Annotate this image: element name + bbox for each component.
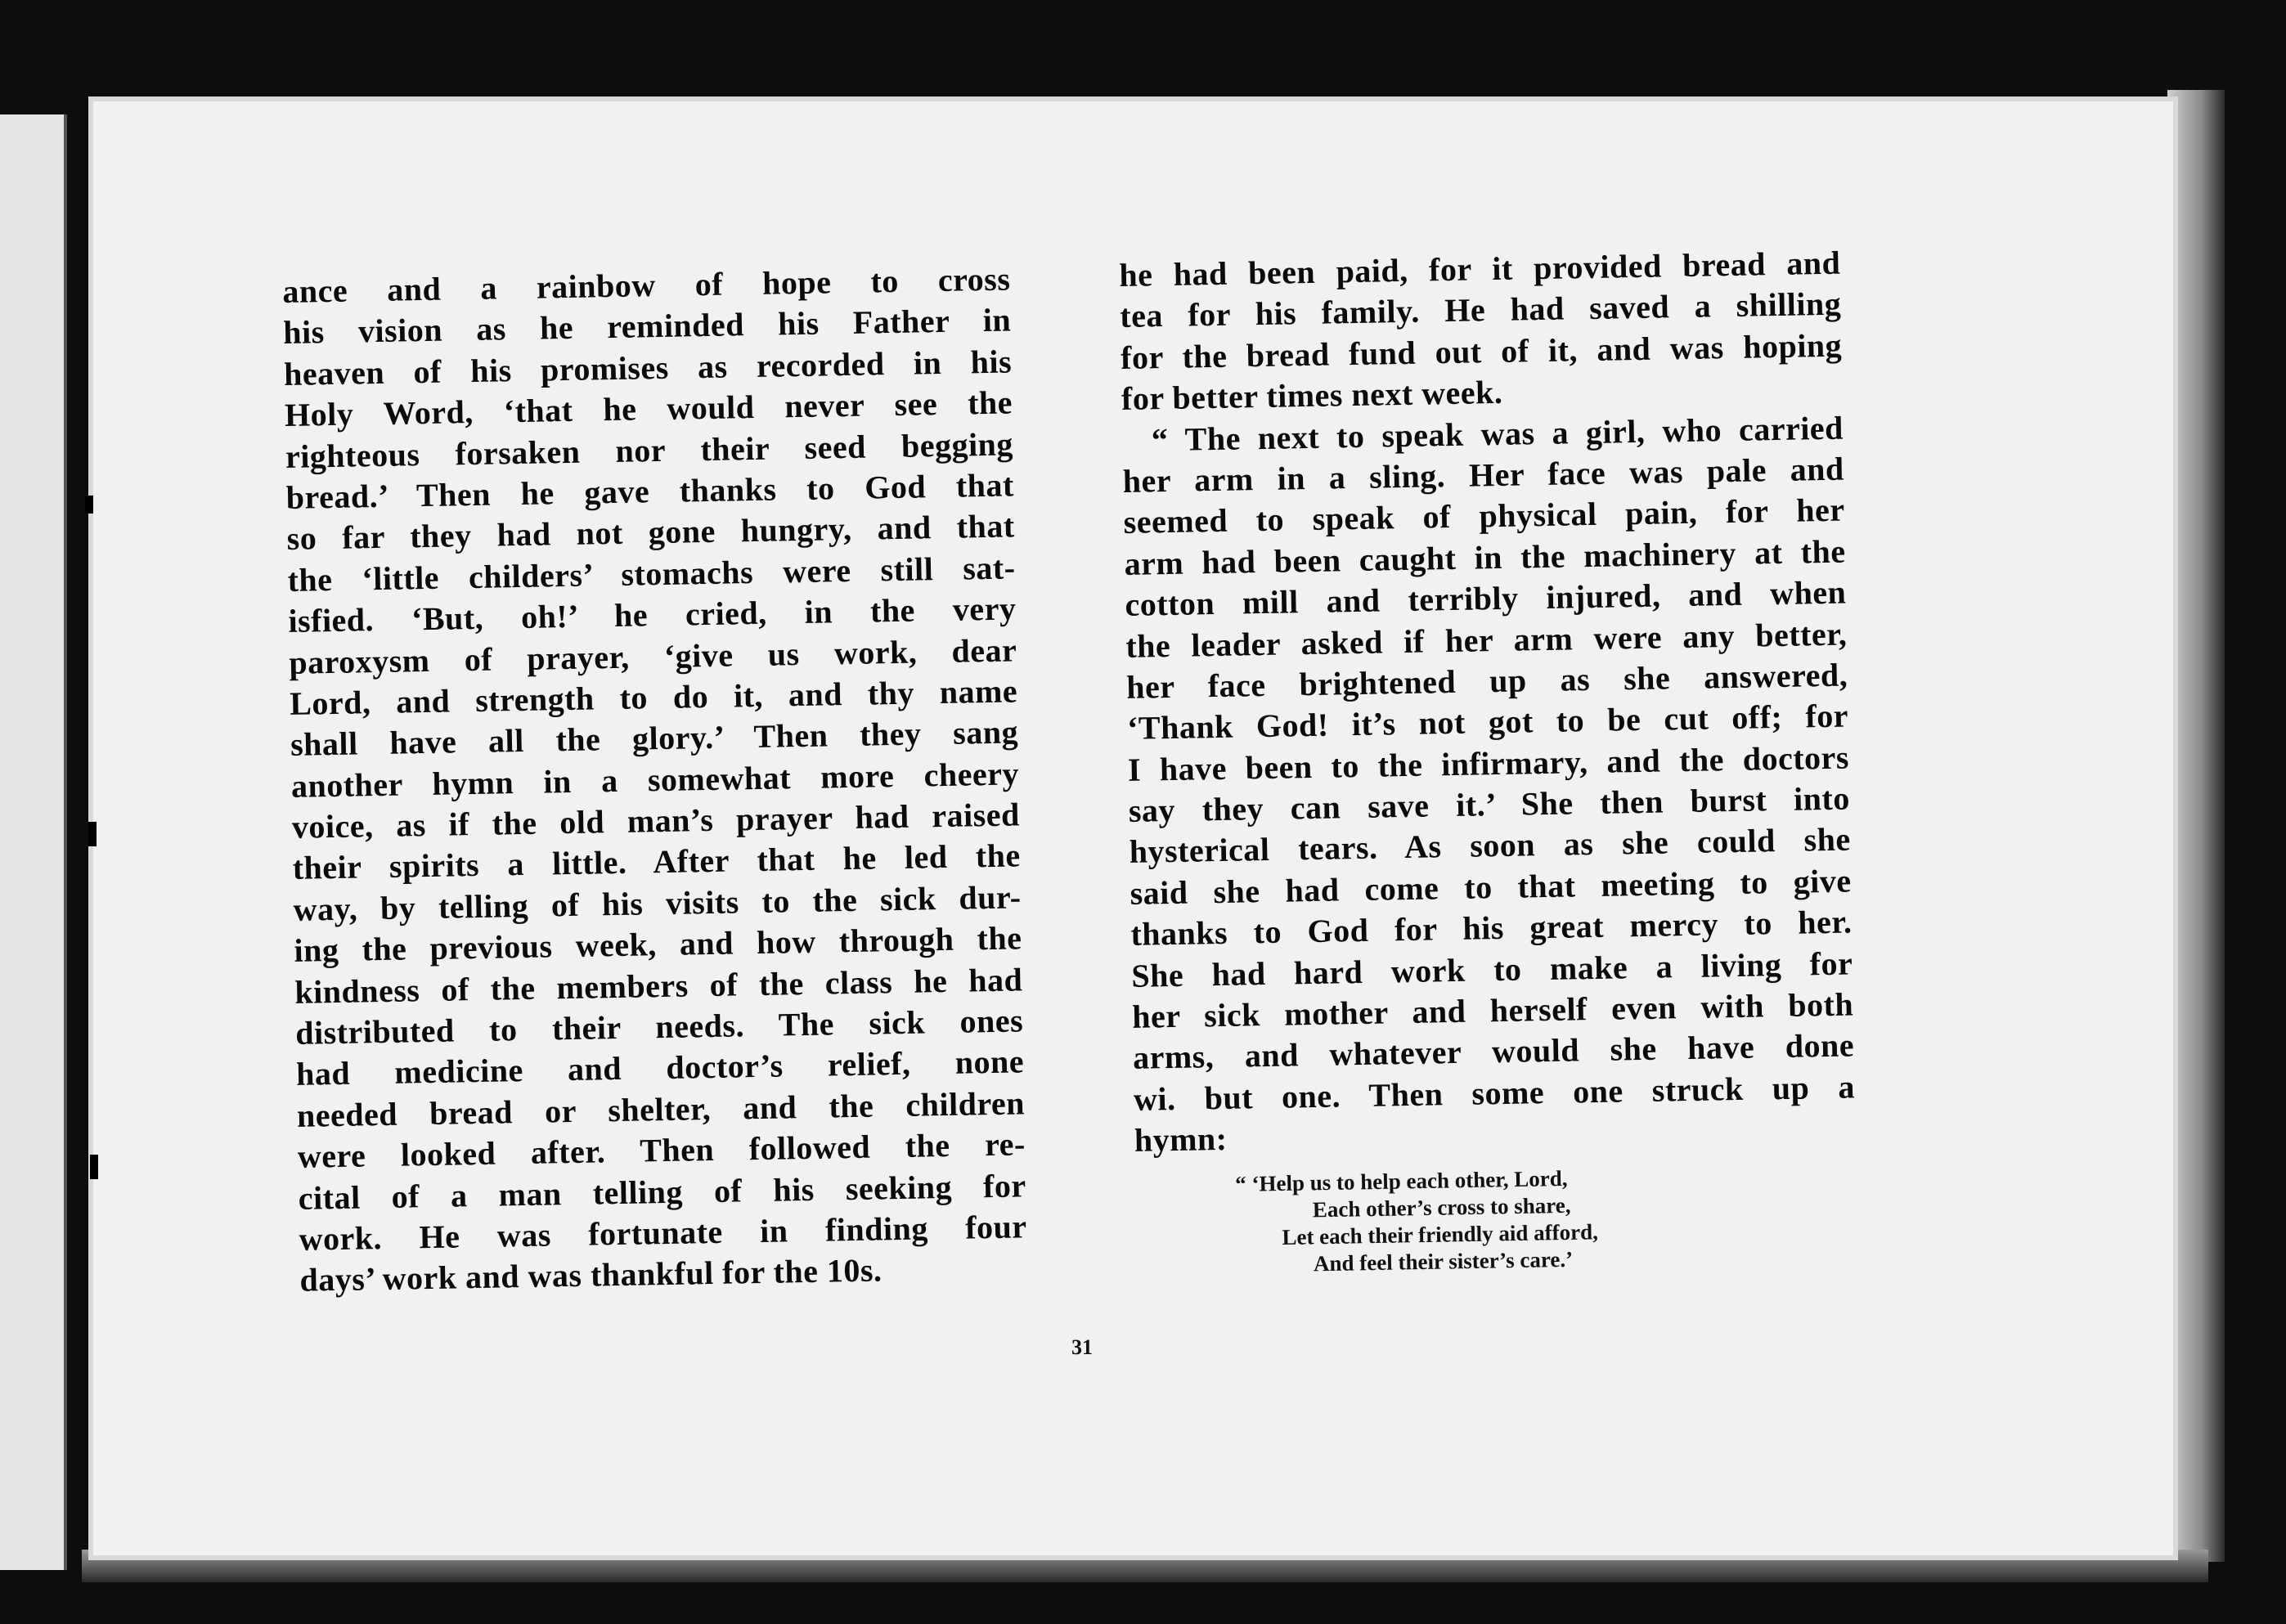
text-line: She had hard work to make a living for [1130,944,1853,994]
text-line: his vision as he reminded his Father in [282,301,1012,352]
text-line: so far they had not gone hungry, and that [286,507,1015,558]
text-line: the ‘little childers’ stomachs were still sat- [287,549,1016,599]
text-line: cotton mill and terribly injured, and when [1125,573,1847,624]
text-line: the leader asked if her arm were any better, [1125,615,1848,665]
text-line: Holy Word, ‘that he would never see the [284,384,1013,434]
text-line: had medicine and doctor’s relief, none [295,1043,1025,1093]
text-line: kindness of the members of the class he had [294,960,1023,1011]
verse-line: And feel their sister’s care.’ [1313,1246,1574,1276]
text-line: another hymn in a somewhat more cheery [290,755,1020,805]
text-line: thanks to God for his great mercy to her. [1130,903,1853,953]
text-line: paroxysm of prayer, ‘give us work, dear [288,630,1017,681]
text-line: I have been to the infirmary, and the doctors [1127,738,1850,788]
text-line: said she had come to that meeting to give [1130,862,1852,912]
text-line: seemed to speak of physical pain, for her [1123,491,1845,541]
text-line: arms, and whatever would she have done [1132,1026,1855,1077]
text-line: arm had been caught in the machinery at the [1124,532,1846,582]
text-line: bread.’ Then he gave thanks to God that [285,466,1015,516]
text-line: he had been paid, for it provided bread and [1119,244,1841,294]
verse-line: Each other’s cross to share, [1312,1192,1571,1222]
text-line: their spirits a little. After that he led the [292,837,1021,887]
text-line: tea for his family. He had saved a shilling [1119,285,1842,335]
text-line: ‘Thank God! it’s not got to be cut off; for [1126,697,1849,747]
verse-line: Let each their friendly aid afford, [1282,1219,1599,1250]
text-line: ance and a rainbow of hope to cross [282,260,1011,310]
text-line: voice, as if the old man’s prayer had raised [291,796,1021,846]
text-line: for the bread fund out of it, and was hoping [1120,326,1843,376]
left-text-column [282,258,1028,1301]
text-line: hymn: [1134,1120,1228,1160]
text-line: were looked after. Then followed the re- [297,1125,1026,1176]
right-text-column [1119,243,1856,1162]
text-line: cital of a man telling of his seeking for [298,1166,1027,1217]
binding-mark [88,822,97,846]
hymn-verse [1235,1163,1727,1279]
text-line: her arm in a sling. Her face was pale and [1122,450,1845,500]
page-number: 31 [1071,1335,1093,1359]
text-line: her sick mother and herself even with both [1131,985,1854,1035]
text-line: righteous forsaken nor their seed begging [285,424,1014,475]
text-line: shall have all the glory.’ Then they sang [290,713,1019,764]
text-line: way, by telling of his visits to the sick dur- [293,878,1022,928]
text-line: Lord, and strength to do it, and thy name [289,672,1018,722]
text-line: her face brightened up as she answered, [1125,656,1848,706]
text-line: isfied. ‘But, oh!’ he cried, in the very [288,590,1017,640]
text-line: distributed to their needs. The sick ones [294,1002,1024,1052]
text-line: heaven of his promises as recorded in his [283,343,1013,393]
text-line: say they can save it.’ She then burst into [1128,779,1851,829]
text-line: ing the previous week, and how through the [294,919,1022,970]
text-line: wi. but one. Then some one struck up a [1133,1068,1856,1118]
text-line: for better times next week. [1121,374,1503,418]
binding-mark [85,496,93,514]
text-line: days’ work and was thankful for the 10s. [299,1251,883,1299]
text-line: work. He was fortunate in finding four [299,1208,1027,1258]
verse-line: “ ‘Help us to help each other, Lord, [1235,1165,1568,1196]
text-line: “ The next to speak was a girl, who carried [1151,409,1844,458]
binding-mark [90,1155,98,1179]
text-line: hysterical tears. As soon as she could she [1129,820,1851,871]
text-line: needed bread or shelter, and the children [296,1084,1026,1134]
previous-page-edge [0,114,67,1570]
